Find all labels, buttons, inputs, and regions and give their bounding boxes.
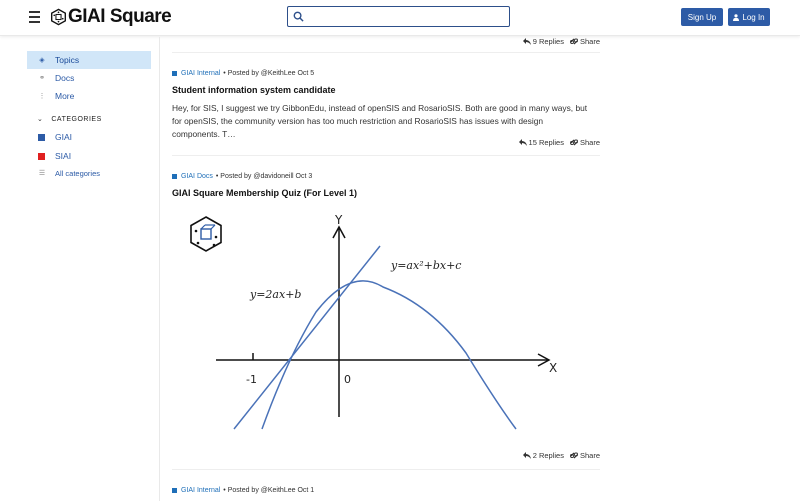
tangent-line bbox=[234, 246, 380, 429]
sidebar-item-siai[interactable] bbox=[27, 147, 151, 165]
sign-up-button[interactable] bbox=[681, 8, 723, 26]
categories-toggle[interactable] bbox=[37, 115, 102, 123]
user-icon bbox=[733, 14, 739, 21]
category-color-square bbox=[38, 153, 45, 160]
sidebar-item-label: Topics bbox=[55, 55, 80, 65]
vertical-ellipsis-icon: ⋮ bbox=[38, 93, 46, 100]
link-icon bbox=[570, 139, 578, 146]
site-logo[interactable] bbox=[50, 7, 171, 27]
sign-up-label: Sign Up bbox=[687, 12, 717, 22]
reply-icon bbox=[523, 38, 531, 45]
share-link[interactable] bbox=[570, 451, 600, 460]
replies-count: 15 Replies bbox=[528, 138, 564, 147]
y-axis-label: Y bbox=[335, 213, 343, 227]
top-header bbox=[0, 0, 800, 36]
topic-image-parabola[interactable] bbox=[176, 207, 566, 437]
share-link[interactable] bbox=[570, 138, 600, 147]
divider bbox=[172, 469, 600, 470]
share-label: Share bbox=[579, 451, 600, 460]
layers-icon: ◈ bbox=[39, 57, 45, 64]
log-in-label: Log In bbox=[742, 12, 765, 22]
chevron-down-icon: ⌄ bbox=[37, 116, 44, 123]
link-icon bbox=[570, 452, 578, 459]
category-link[interactable]: GIAI Docs bbox=[181, 173, 213, 180]
posted-by: • Posted by @KeithLee Oct 1 bbox=[223, 487, 315, 494]
topic-title[interactable]: GIAI Square Membership Quiz (For Level 1) bbox=[172, 188, 358, 198]
category-link[interactable]: GIAI Internal bbox=[181, 70, 221, 77]
categories-header-label: CATEGORIES bbox=[51, 115, 102, 123]
category-color-square bbox=[38, 134, 45, 141]
replies-link[interactable] bbox=[523, 451, 564, 460]
share-label: Share bbox=[579, 138, 600, 147]
category-link[interactable]: GIAI Internal bbox=[181, 487, 221, 494]
topic-meta bbox=[172, 487, 314, 494]
share-label: Share bbox=[579, 37, 600, 46]
sidebar-item-label: More bbox=[55, 91, 75, 101]
logo-text: GIAI Square bbox=[68, 6, 172, 27]
log-in-button[interactable] bbox=[728, 8, 770, 26]
topic-excerpt[interactable]: Hey, for SIS, I suggest we try GibbonEdu, instead of openSIS and RosarioSIS. Both are good in many ways, but for openSIS, the community version has too much restriction and RosarioSIS has issues with design components. T… bbox=[172, 103, 588, 139]
sidebar bbox=[0, 37, 160, 501]
link-icon bbox=[570, 38, 578, 45]
sidebar-item-more[interactable] bbox=[27, 87, 151, 105]
logo-icon bbox=[50, 8, 67, 26]
replies-count: 2 Replies bbox=[532, 451, 564, 460]
divider bbox=[172, 52, 600, 53]
figure-logo-icon bbox=[191, 217, 221, 251]
posted-by: • Posted by @davidoneill Oct 3 bbox=[215, 173, 313, 180]
search-icon bbox=[293, 11, 304, 22]
sidebar-item-label: GIAI bbox=[55, 132, 73, 142]
x-axis-label: X bbox=[549, 361, 558, 375]
topic-list bbox=[172, 37, 600, 501]
reply-icon bbox=[519, 139, 527, 146]
list-icon: ☰ bbox=[38, 170, 46, 177]
reply-icon bbox=[523, 452, 531, 459]
sidebar-item-label: SIAI bbox=[55, 151, 72, 161]
sidebar-item-giai[interactable] bbox=[27, 128, 151, 146]
category-color-square bbox=[172, 488, 177, 493]
sidebar-item-label: All categories bbox=[55, 168, 101, 178]
tick-label-zero: 0 bbox=[344, 373, 351, 386]
category-color-square bbox=[172, 71, 177, 76]
sidebar-item-topics[interactable] bbox=[27, 51, 151, 69]
parabola-label: y=ax²+bx+c bbox=[391, 259, 462, 272]
topic-actions bbox=[517, 451, 600, 460]
topic-title[interactable]: Student information system candidate bbox=[172, 85, 336, 95]
topic-actions bbox=[517, 37, 600, 46]
sidebar-item-all-categories[interactable] bbox=[27, 164, 151, 182]
topic-meta bbox=[172, 70, 314, 77]
topic-actions bbox=[513, 138, 600, 147]
replies-link[interactable] bbox=[523, 37, 564, 46]
tick-label-minus-one: -1 bbox=[246, 373, 257, 386]
sidebar-item-label: Docs bbox=[55, 73, 75, 83]
tangent-line-label: y=2ax+b bbox=[250, 288, 302, 301]
replies-link[interactable] bbox=[519, 138, 564, 147]
posted-by: • Posted by @KeithLee Oct 5 bbox=[223, 70, 315, 77]
search-input[interactable] bbox=[287, 6, 510, 27]
divider bbox=[172, 155, 600, 156]
sidebar-item-docs[interactable] bbox=[27, 69, 151, 87]
hamburger-menu-icon[interactable] bbox=[29, 11, 40, 23]
parabola-curve bbox=[262, 281, 516, 429]
topic-meta bbox=[172, 173, 312, 180]
share-link[interactable] bbox=[570, 37, 600, 46]
link-icon: ⚭ bbox=[39, 75, 45, 82]
category-color-square bbox=[172, 174, 177, 179]
replies-count: 9 Replies bbox=[532, 37, 564, 46]
